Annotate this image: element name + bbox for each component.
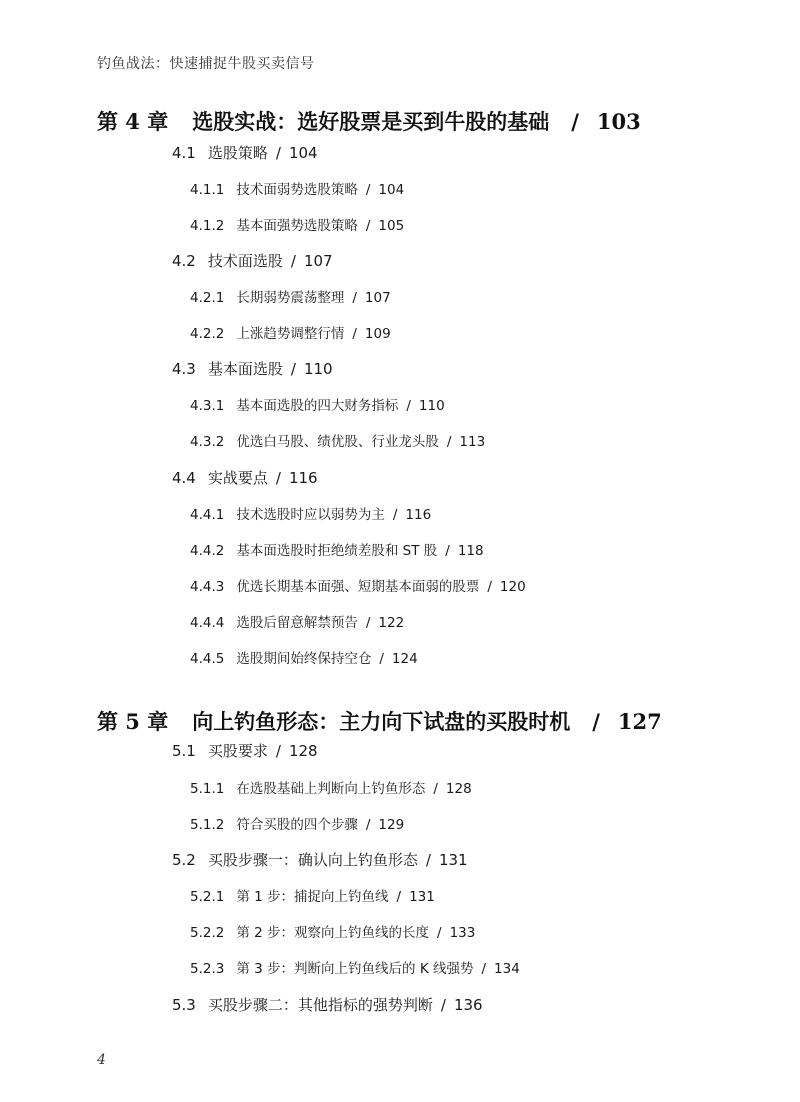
subsection-title: 上涨趋势调整行情	[236, 326, 345, 342]
subsection-number: 4.1.2	[190, 218, 225, 234]
subsection-5-1-2[interactable]	[190, 813, 404, 833]
subsection-4-3-1[interactable]	[190, 394, 445, 414]
separator: /	[446, 434, 452, 450]
separator: /	[592, 709, 600, 734]
subsection-page: 129	[378, 817, 405, 833]
section-number: 5.1	[172, 742, 196, 760]
subsection-5-2-3[interactable]	[190, 957, 520, 977]
section-4-4[interactable]	[172, 467, 318, 488]
subsection-title: 技术选股时应以弱势为主	[236, 507, 385, 523]
subsection-page: 116	[405, 507, 432, 523]
section-number: 4.2	[172, 252, 196, 270]
separator: /	[365, 615, 371, 631]
subsection-title: 长期弱势震荡整理	[236, 290, 345, 306]
chapter-number: 第 5 章	[97, 709, 169, 734]
section-number: 4.4	[172, 469, 196, 487]
subsection-4-4-2[interactable]	[190, 539, 484, 559]
section-5-1[interactable]	[172, 740, 318, 761]
subsection-number: 4.1.1	[190, 182, 225, 198]
subsection-4-4-4[interactable]	[190, 611, 404, 631]
subsection-number: 5.2.1	[190, 889, 225, 905]
chapter-number: 第 4 章	[97, 109, 169, 134]
section-page: 116	[288, 469, 318, 487]
section-5-3[interactable]	[172, 994, 483, 1015]
section-title: 买股要求	[207, 742, 268, 760]
separator: /	[481, 961, 487, 977]
subsection-number: 4.2.2	[190, 326, 225, 342]
separator: /	[571, 109, 579, 134]
separator: /	[440, 996, 446, 1014]
subsection-number: 4.3.1	[190, 398, 225, 414]
subsection-number: 4.4.2	[190, 543, 225, 559]
section-page: 136	[453, 996, 483, 1014]
subsection-title: 第 1 步：捕捉向上钓鱼线	[236, 889, 389, 905]
subsection-title: 在选股基础上判断向上钓鱼形态	[236, 781, 426, 797]
page-number: 4	[97, 1052, 106, 1068]
subsection-page: 131	[409, 889, 435, 905]
section-number: 4.1	[172, 144, 196, 162]
subsection-number: 4.4.3	[190, 579, 225, 595]
separator: /	[487, 579, 492, 595]
separator: /	[365, 817, 371, 833]
subsection-number: 5.1.1	[190, 781, 225, 797]
separator: /	[437, 925, 442, 941]
section-4-2[interactable]	[172, 250, 333, 271]
section-number: 4.3	[172, 360, 196, 378]
separator: /	[392, 507, 398, 523]
subsection-5-1-1[interactable]	[190, 777, 472, 797]
subsection-number: 4.4.4	[190, 615, 225, 631]
section-title: 实战要点	[207, 469, 268, 487]
separator: /	[290, 252, 296, 270]
separator: /	[406, 398, 411, 414]
separator: /	[365, 218, 371, 234]
subsection-number: 4.2.1	[190, 290, 225, 306]
subsection-4-4-1[interactable]	[190, 503, 431, 523]
subsection-4-1-2[interactable]	[190, 214, 404, 234]
section-title: 选股策略	[207, 144, 268, 162]
chapter-title: 选股实战：选好股票是买到牛股的基础	[192, 109, 550, 134]
subsection-4-1-1[interactable]	[190, 178, 404, 198]
separator: /	[352, 290, 357, 306]
subsection-title: 第 3 步：判断向上钓鱼线后的 K 线强势	[236, 961, 474, 977]
separator: /	[396, 889, 402, 905]
subsection-title: 基本面选股的四大财务指标	[236, 398, 399, 414]
subsection-4-2-1[interactable]	[190, 286, 391, 306]
subsection-number: 5.1.2	[190, 817, 225, 833]
chapter-title: 向上钓鱼形态：主力向下试盘的买股时机	[192, 709, 571, 734]
separator: /	[365, 182, 371, 198]
separator: /	[275, 469, 281, 487]
section-title: 买股步骤二：其他指标的强势判断	[207, 996, 433, 1014]
running-header: 钓鱼战法：快速捕捉牛股买卖信号	[97, 56, 315, 72]
subsection-title: 基本面强势选股策略	[236, 218, 358, 234]
section-4-1[interactable]	[172, 142, 318, 163]
subsection-title: 第 2 步：观察向上钓鱼线的长度	[236, 925, 430, 941]
section-number: 5.3	[172, 996, 196, 1014]
section-title: 基本面选股	[207, 360, 283, 378]
subsection-number: 4.4.5	[190, 651, 225, 667]
section-page: 107	[303, 252, 333, 270]
subsection-4-2-2[interactable]	[190, 322, 391, 342]
subsection-5-2-1[interactable]	[190, 885, 435, 905]
chapter-page: 127	[617, 709, 662, 734]
subsection-4-4-3[interactable]	[190, 575, 526, 595]
section-page: 110	[303, 360, 333, 378]
separator: /	[425, 851, 431, 869]
subsection-title: 选股后留意解禁预告	[236, 615, 358, 631]
subsection-number: 4.3.2	[190, 434, 225, 450]
subsection-page: 128	[445, 781, 472, 797]
subsection-number: 4.4.1	[190, 507, 225, 523]
subsection-page: 122	[378, 615, 405, 631]
subsection-page: 118	[457, 543, 484, 559]
separator: /	[290, 360, 296, 378]
subsection-title: 技术面弱势选股策略	[236, 182, 358, 198]
separator: /	[379, 651, 384, 667]
section-title: 买股步骤一：确认向上钓鱼形态	[207, 851, 418, 869]
chapter-5-entry[interactable]	[97, 706, 662, 736]
separator: /	[433, 781, 438, 797]
subsection-5-2-2[interactable]	[190, 921, 475, 941]
separator: /	[275, 144, 281, 162]
subsection-page: 105	[378, 218, 405, 234]
subsection-4-3-2[interactable]	[190, 430, 485, 450]
subsection-page: 134	[494, 961, 520, 977]
subsection-title: 基本面选股时拒绝绩差股和 ST 股	[236, 543, 438, 559]
subsection-page: 113	[459, 434, 486, 450]
separator: /	[445, 543, 450, 559]
section-title: 技术面选股	[207, 252, 283, 270]
subsection-page: 120	[499, 579, 526, 595]
subsection-title: 优选白马股、绩优股、行业龙头股	[236, 434, 439, 450]
subsection-page: 124	[391, 651, 418, 667]
subsection-page: 109	[364, 326, 391, 342]
chapter-4-entry[interactable]	[97, 106, 641, 136]
subsection-title: 选股期间始终保持空仓	[236, 651, 372, 667]
section-5-2[interactable]	[172, 849, 468, 870]
separator: /	[352, 326, 357, 342]
separator: /	[275, 742, 281, 760]
chapter-page: 103	[596, 109, 641, 134]
subsection-page: 104	[378, 182, 405, 198]
subsection-title: 优选长期基本面强、短期基本面弱的股票	[236, 579, 480, 595]
section-number: 5.2	[172, 851, 196, 869]
section-page: 128	[288, 742, 318, 760]
subsection-number: 5.2.3	[190, 961, 225, 977]
section-page: 131	[438, 851, 468, 869]
subsection-number: 5.2.2	[190, 925, 225, 941]
subsection-4-4-5[interactable]	[190, 647, 418, 667]
subsection-title: 符合买股的四个步骤	[236, 817, 358, 833]
subsection-page: 107	[364, 290, 391, 306]
subsection-page: 133	[449, 925, 476, 941]
section-4-3[interactable]	[172, 358, 333, 379]
subsection-page: 110	[418, 398, 445, 414]
section-page: 104	[288, 144, 318, 162]
